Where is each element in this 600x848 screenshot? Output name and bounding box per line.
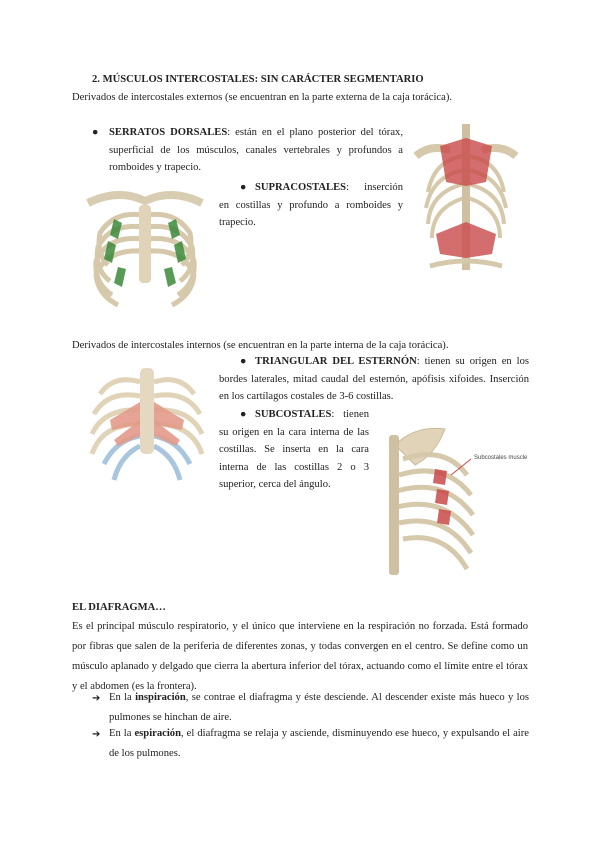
triangular-term: TRIANGULAR DEL ESTERNÓN [255, 356, 417, 367]
arrow-icon: ➔ [92, 729, 101, 740]
triangular-paragraph [219, 353, 529, 406]
arrow-icon: ➔ [92, 693, 101, 704]
subcostales-text: : tienen su origen en la cara interna de las costillas. Se inserta en la cara interna de las costillas 2 o 3 superior, cerca del ángulo. [219, 409, 369, 490]
bullet-icon: ● [240, 356, 247, 367]
external-intro: Derivados de intercostales externos (se encuentran en la parte externa de la caja torácica). [72, 92, 452, 103]
supracostales-paragraph [219, 179, 403, 232]
espiracion-term: espiración [134, 728, 181, 739]
section-heading: 2. MÚSCULOS INTERCOSTALES: SIN CARÁCTER SEGMENTARIO [92, 74, 424, 85]
serratos-paragraph [109, 124, 403, 177]
inspiracion-term: inspiración [135, 692, 186, 703]
supracostales-text: : inserción en costillas y profundo a romboides y trapecio. [219, 182, 403, 228]
supracostales-term: SUPRACOSTALES [255, 182, 347, 193]
item-pre: En la [109, 728, 135, 739]
inspiracion-item [109, 688, 529, 728]
item-post: , se contrae el diafragma y éste desciende. Al descender existe más hueco y los pulmones se hinchan de aire. [109, 692, 529, 723]
bullet-icon: ● [240, 182, 247, 193]
espiracion-item [109, 724, 529, 764]
triangular-esternon-figure [80, 360, 214, 494]
serratos-text: : están en el plano posterior del tórax, superficial de los músculos, canales vertebrales y profundos a romboides y trapecio. [109, 127, 403, 173]
subcostales-figure [375, 415, 535, 585]
figure-label: Subcostales muscle [474, 455, 528, 461]
ribcage-supracostales-figure [78, 183, 212, 315]
posterior-thorax-serratos-figure [410, 116, 522, 272]
triangular-text: : tienen su origen en los bordes laterales, mitad caudal del esternón, apófisis xifoides. Inserción en los cartílagos costales de 3-6 costillas. [219, 356, 529, 402]
internal-intro: Derivados de intercostales internos (se encuentran en la parte interna de la caja torácica). [72, 340, 449, 351]
subcostales-term: SUBCOSTALES [255, 409, 332, 420]
diafragma-paragraph: Es el principal músculo respiratorio, y el único que interviene en la respiración no forzada. Está formado por fibras que salen de la periferia de diferentes zonas, y todas convergen en el centro. Se define como un músculo aplanado y delgado que cierra la abertura inferior del tórax, actuando como el límite entre el tórax y el abdomen (es la frontera). [72, 621, 528, 692]
diafragma-heading: EL DIAFRAGMA… [72, 602, 166, 613]
bullet-icon: ● [240, 409, 247, 420]
item-post: , el diafragma se relaja y asciende, disminuyendo ese hueco, y expulsando el aire de los pulmones. [109, 728, 529, 759]
subcostales-paragraph [219, 406, 369, 494]
serratos-term: SERRATOS DORSALES [109, 127, 228, 138]
item-pre: En la [109, 692, 136, 703]
bullet-icon: ● [92, 127, 99, 138]
